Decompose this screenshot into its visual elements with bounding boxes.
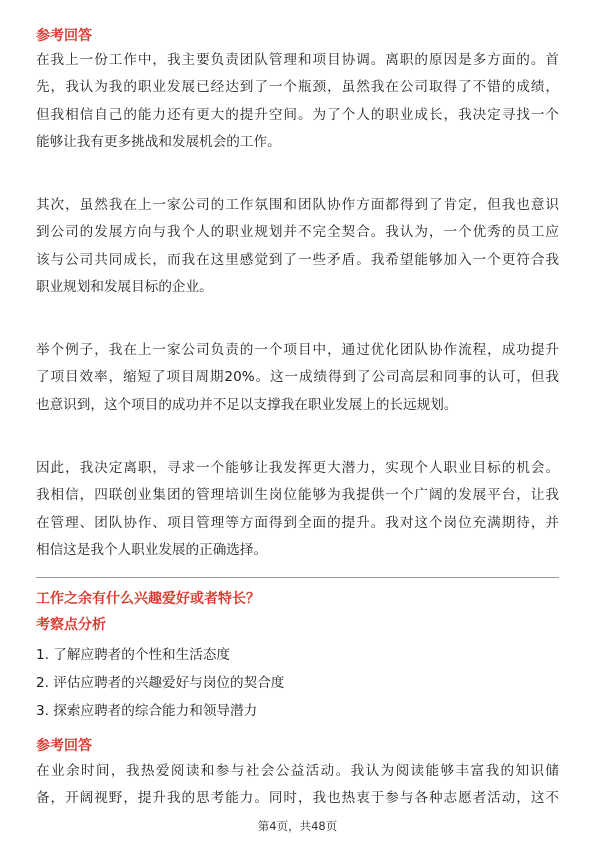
text-line: 到公司的发展方向与我个人的职业规划并不完全契合。我认为，一个优秀的员工应 [36,224,559,241]
section-divider [36,577,559,578]
analysis-heading: 考察点分析 [36,617,106,633]
analysis-item: 3. 探索应聘者的综合能力和领导潜力 [36,703,258,719]
text-line: 其次，虽然我在上一家公司的工作氛围和团队协作方面都得到了肯定，但我也意识 [36,197,559,213]
question-title: 工作之余有什么兴趣爱好或者特长？ [36,591,260,607]
text-line: 我相信，四联创业集团的管理培训生岗位能够为我提供一个广阔的发展平台，让我 [36,487,559,504]
text-line: 职业规划和发展目标的企业。 [36,279,213,296]
text-line: 相信这是我个人职业发展的正确选择。 [36,542,268,559]
text-line: 也意识到，这个项目的成功并不足以支撑我在职业发展上的长远规划。 [36,396,458,413]
answer-paragraph-4 [36,455,559,565]
analysis-item: 2. 评估应聘者的兴趣爱好与岗位的契合度 [36,675,285,691]
answer-paragraph [36,758,559,813]
text-line: 在业余时间，我热爱阅读和参与社会公益活动。我认为阅读能够丰富我的知识储 [36,763,559,779]
document-page [36,0,559,842]
text-line: 先，我认为我的职业发展已经达到了一个瓶颈，虽然我在公司取得了不错的成绩， [36,79,559,96]
answer-paragraph-1 [36,47,559,157]
text-line: 了项目效率，缩短了项目周期20%。这一成绩得到了公司高层和同事的认可，但我 [36,369,559,386]
text-line: 在管理、团队协作、项目管理等方面得到全面的提升。我对这个岗位充满期待，并 [36,514,559,531]
answer-paragraph-3 [36,337,559,419]
analysis-item: 1. 了解应聘者的个性和生活态度 [36,647,231,663]
text-line: 在我上一份工作中，我主要负责团队管理和项目协调。离职的原因是多方面的。首 [36,52,559,68]
answer-heading: 参考回答 [36,738,92,754]
text-line: 能够让我有更多挑战和发展机会的工作。 [36,134,281,151]
answer-heading: 参考回答 [36,28,92,44]
text-line: 因此，我决定离职，寻求一个能够让我发挥更大潜力，实现个人职业目标的机会。 [36,460,559,476]
page-number: 第4页，共48页 [257,819,338,833]
text-line: 该与公司共同成长，而我在这里感觉到了一些矛盾。我希望能够加入一个更符合我 [36,251,559,268]
text-line: 备，开阔视野，提升我的思考能力。同时，我也热衷于参与各种志愿者活动，这不 [36,790,559,807]
answer-paragraph-2 [36,192,559,302]
text-line: 举个例子，我在上一家公司负责的一个项目中，通过优化团队协作流程，成功提升 [36,342,559,358]
text-line: 但我相信自己的能力还有更大的提升空间。为了个人的职业成长，我决定寻找一个 [36,106,559,123]
